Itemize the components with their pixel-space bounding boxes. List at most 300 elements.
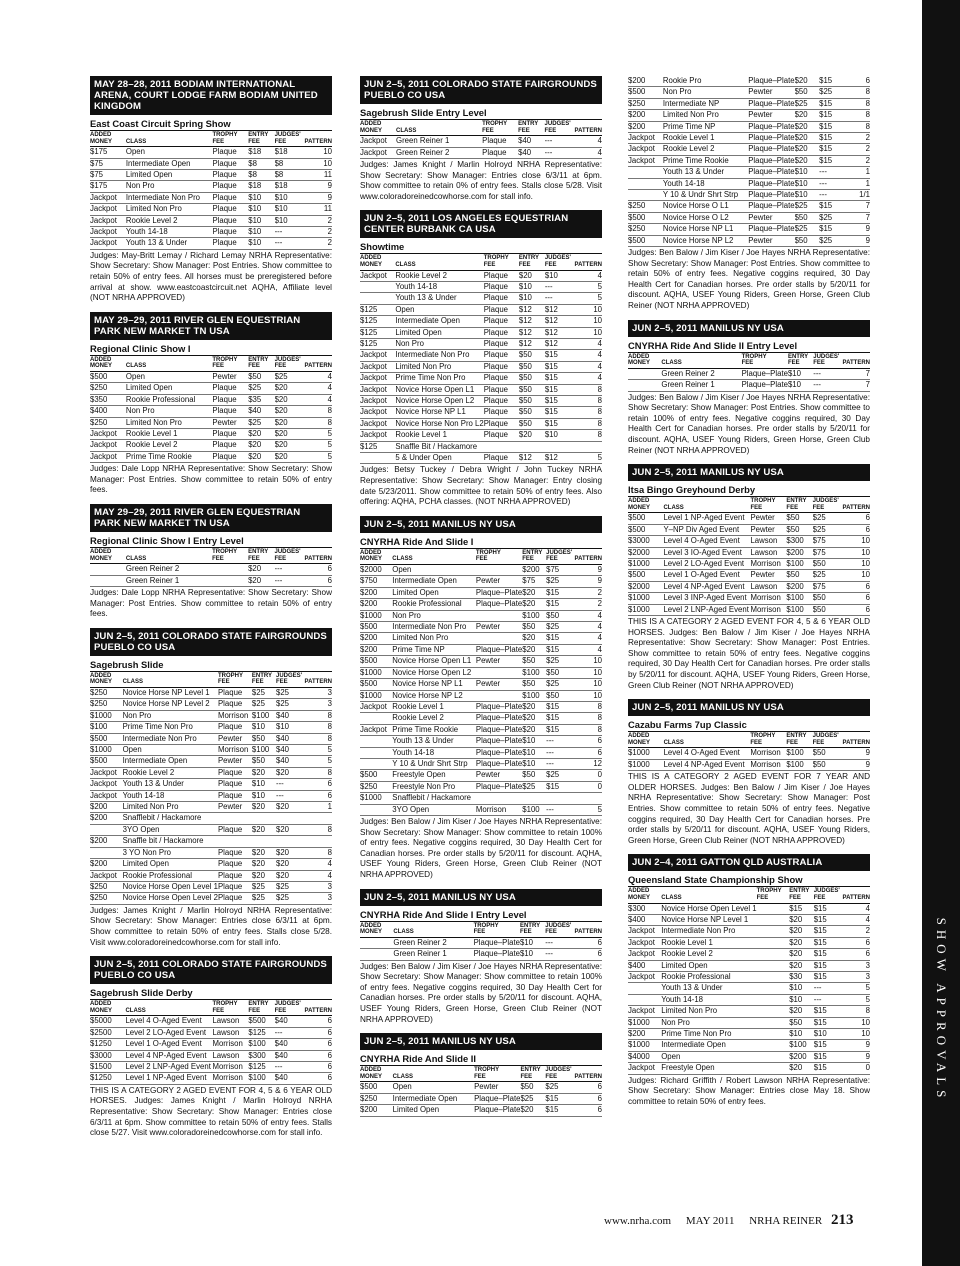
judges-fee-cell: $15 — [814, 903, 840, 914]
added-money-cell: $1000 — [360, 667, 392, 678]
pattern-header — [571, 254, 602, 270]
table-row — [90, 722, 332, 733]
added-money-header-line-2: MONEY — [360, 261, 383, 268]
class-title: Showtime — [360, 241, 602, 254]
pattern-cell: 3 — [302, 699, 332, 710]
entry-fee-cell: $10 — [519, 293, 545, 304]
added-money-cell: $75 — [90, 170, 126, 181]
class-name-cell: Limited Non Pro — [663, 110, 748, 121]
table-row — [628, 155, 870, 166]
table-header-row — [628, 887, 870, 903]
class-title: CNYRHA Ride And Slide I Entry Level — [360, 909, 602, 922]
entry-fee-cell: $25 — [795, 98, 820, 109]
trophy-fee-cell — [218, 813, 252, 824]
trophy-fee-cell: Plaque — [484, 361, 519, 372]
table-row — [628, 513, 870, 524]
added-money-header — [90, 131, 126, 147]
pattern-cell: 6 — [839, 604, 870, 615]
entry-fee-cell: $20 — [520, 1105, 545, 1116]
class-name-cell: Snafflebit / Hackamore — [392, 793, 476, 804]
judges-fee-header-line-1: JUDGES' — [813, 353, 840, 360]
judges-fee-cell: $10 — [275, 215, 301, 226]
pattern-header-line-1: PATTERN — [304, 1007, 332, 1014]
class-name-cell: Intermediate Non Pro — [395, 350, 483, 361]
trophy-fee-cell: Morrison — [750, 759, 786, 770]
table-body — [90, 1016, 332, 1084]
entry-fee-cell: $10 — [252, 722, 276, 733]
class-name-cell: Limited Open — [393, 1105, 474, 1116]
class-name-cell: Limited Open — [126, 383, 212, 394]
entry-fee-cell — [252, 813, 276, 824]
entry-fee-cell: $10 — [795, 167, 820, 178]
class-name-cell: Green Reiner 2 — [396, 147, 482, 158]
added-money-cell: $1000 — [90, 710, 123, 721]
added-money-cell: $1000 — [628, 559, 663, 570]
pattern-header-line-1: PATTERN — [574, 1073, 602, 1080]
trophy-fee-header — [212, 356, 248, 372]
judges-fee-cell: $50 — [813, 748, 839, 759]
judges-fee-cell: $25 — [813, 524, 839, 535]
trophy-fee-cell: Pewter — [476, 622, 522, 633]
entry-fee-cell: $500 — [248, 1016, 274, 1027]
entry-fee-cell: $100 — [522, 690, 546, 701]
judges-fee-cell: $20 — [276, 824, 302, 835]
trophy-fee-cell: Pewter — [748, 235, 794, 246]
added-money-header-line-1: ADDED — [360, 549, 382, 556]
table-row — [360, 396, 602, 407]
judges-fee-cell: --- — [546, 804, 572, 815]
judges-fee-cell: $15 — [819, 121, 842, 132]
added-money-cell: Jackpot — [628, 926, 661, 937]
table-row — [90, 1061, 332, 1072]
entry-fee-cell: $100 — [786, 559, 812, 570]
class-block — [360, 107, 602, 202]
added-money-cell: Jackpot — [628, 949, 661, 960]
entry-fee-header — [518, 120, 544, 136]
added-money-cell: $1000 — [628, 1017, 661, 1028]
entry-fee-cell: $50 — [519, 361, 545, 372]
trophy-fee-cell: Pewter — [218, 733, 252, 744]
pattern-cell: 4 — [571, 270, 602, 281]
judges-fee-cell: $40 — [275, 1039, 301, 1050]
entry-fee-header-line-1: ENTRY — [248, 356, 269, 363]
table-row — [90, 802, 332, 813]
judges-fee-cell: --- — [814, 994, 840, 1005]
event-header: MAY 29–29, 2011 RIVER GLEN EQUESTRIAN PARK NEW MARKET TN USA — [90, 504, 332, 532]
class-name-cell: Youth 14-18 — [395, 281, 483, 292]
entry-fee-cell: $10 — [789, 983, 814, 994]
added-money-cell — [628, 983, 661, 994]
entry-fee-header — [248, 356, 274, 372]
judges-fee-header-line-1: JUDGES' — [813, 888, 840, 895]
trophy-fee-header-line-1: TROPHY — [212, 1001, 238, 1008]
class-name-cell: Level 3 INP-Aged Event — [663, 593, 750, 604]
entry-fee-header — [248, 548, 274, 564]
table-header-row — [360, 922, 602, 938]
entry-fee-cell: $10 — [522, 747, 546, 758]
class-name-cell: Non Pro — [663, 87, 748, 98]
added-money-cell — [90, 847, 123, 858]
judges-fee-cell: --- — [276, 790, 302, 801]
judges-fee-cell: $12 — [545, 316, 571, 327]
judges-fee-cell: $25 — [276, 893, 302, 904]
judges-fee-header — [545, 254, 571, 270]
event-listing — [628, 699, 870, 846]
trophy-fee-cell: Plaque — [218, 767, 252, 778]
entry-fee-cell: $18 — [248, 181, 274, 192]
pattern-cell: 8 — [302, 710, 332, 721]
judges-fee-header-line-2: FEE — [544, 261, 557, 268]
pattern-cell: 2 — [842, 144, 870, 155]
added-money-cell: $3000 — [628, 536, 663, 547]
class-name-cell: Prime Time Non Pro — [395, 373, 483, 384]
added-money-cell: $200 — [90, 813, 123, 824]
trophy-fee-cell: Plaque–Plate — [475, 701, 523, 711]
pattern-cell: 2 — [301, 227, 332, 238]
judges-fee-cell: $20 — [275, 383, 301, 394]
class-name-cell: Youth 13 & Under — [395, 293, 483, 304]
entry-fee-header — [522, 549, 546, 565]
trophy-fee-header-line-2: FEE — [756, 894, 769, 901]
pattern-cell: 2 — [572, 587, 602, 598]
event-listing — [90, 312, 332, 496]
pattern-cell: 4 — [301, 372, 332, 383]
pattern-cell: 10 — [839, 570, 870, 581]
table-row — [90, 575, 332, 586]
entry-fee-cell: $20 — [522, 644, 546, 655]
class-name-cell: Rookie Level 1 — [392, 701, 476, 712]
entry-fee-cell: $12 — [519, 304, 545, 315]
table-row — [360, 622, 602, 633]
judges-fee-cell: --- — [275, 1061, 301, 1072]
judges-fee-cell: --- — [275, 1027, 301, 1038]
pattern-cell: 6 — [839, 524, 870, 535]
entry-fee-cell: $100 — [522, 610, 546, 621]
added-money-cell: $250 — [90, 893, 123, 904]
class-name-cell: Level 4 O-Aged Event — [664, 748, 751, 759]
judges-fee-cell: $20 — [275, 394, 301, 405]
added-money-cell: Jackpot — [360, 350, 395, 361]
pattern-cell: 8 — [571, 384, 602, 395]
class-block — [90, 987, 332, 1139]
event-header: JUN 2–5, 2011 LOS ANGELES EQUESTRIAN CENTER BURBANK CA USA — [360, 210, 602, 238]
judges-fee-cell: $25 — [545, 1082, 571, 1093]
judges-fee-cell: $50 — [546, 610, 572, 621]
trophy-fee-cell: Plaque — [218, 779, 252, 790]
pattern-cell: 10 — [301, 158, 332, 169]
judges-fee-header-line-2: FEE — [812, 739, 825, 746]
added-money-cell — [360, 713, 392, 724]
table-row — [360, 316, 602, 327]
judges-fee-cell: $18 — [275, 147, 301, 158]
trophy-fee-cell: Plaque — [484, 316, 519, 327]
judges-fee-cell: $20 — [275, 429, 301, 440]
class-name-cell: Rookie Level 2 — [395, 270, 483, 281]
table-row — [90, 429, 332, 440]
class-name-cell: Limited Open — [392, 587, 476, 598]
judges-fee-cell: $15 — [819, 133, 842, 144]
class-name-cell: Youth 14-18 — [123, 790, 218, 801]
pattern-cell: 6 — [839, 593, 870, 604]
event-notes: Judges: Richard Griffith / Robert Lawson NRHA Representative: Show Secretary: Show Manager: Entries close May 18. Show committee to retain 50% of entry fees. — [628, 1075, 870, 1106]
event-listing — [628, 854, 870, 1107]
judges-fee-cell: --- — [546, 747, 572, 758]
entry-fee-header — [252, 672, 276, 688]
added-money-cell: $500 — [360, 656, 392, 667]
added-money-cell: Jackpot — [90, 227, 126, 238]
table-row — [360, 1093, 602, 1104]
added-money-cell: $200 — [360, 633, 392, 644]
entry-fee-cell: $10 — [248, 227, 274, 238]
added-money-cell: $1250 — [90, 1073, 125, 1084]
class-name-cell: Open — [392, 565, 476, 576]
table-row — [90, 158, 332, 169]
table-row — [360, 770, 602, 781]
trophy-fee-cell: Plaque — [484, 339, 519, 350]
entry-fee-cell: $25 — [252, 688, 276, 699]
table-header-row — [90, 1000, 332, 1016]
table-row — [90, 238, 332, 249]
judges-fee-cell — [545, 441, 571, 452]
event-header: JUN 2–5, 2011 COLORADO STATE FAIRGROUNDS PUEBLO CO USA — [90, 956, 332, 984]
entry-fee-header — [786, 497, 812, 513]
pattern-header — [302, 672, 332, 688]
added-money-cell: $500 — [628, 513, 663, 524]
table-row — [628, 201, 870, 212]
class-name-cell: Intermediate Non Pro — [126, 192, 213, 203]
table-row — [360, 610, 602, 621]
entry-fee-cell: $10 — [248, 215, 274, 226]
entry-fee-cell: $20 — [252, 802, 276, 813]
table-row — [90, 745, 332, 756]
trophy-fee-cell: Plaque–Plate — [748, 98, 795, 108]
entry-fee-cell: $10 — [522, 758, 546, 769]
pattern-cell: 4 — [302, 870, 332, 881]
added-money-cell — [628, 178, 663, 189]
entry-fee-cell: $12 — [519, 327, 545, 338]
trophy-fee-header-line-1: TROPHY — [473, 922, 499, 929]
pattern-cell: 8 — [302, 767, 332, 778]
class-name-cell: Novice Horse NP Level 1 — [661, 914, 756, 925]
judges-fee-cell: --- — [546, 736, 572, 747]
pattern-cell: 2 — [840, 926, 870, 937]
pattern-cell: 4 — [572, 633, 602, 644]
judges-fee-cell: $25 — [819, 212, 842, 223]
table-body — [628, 903, 870, 1074]
judges-fee-cell: $40 — [276, 756, 302, 767]
event-notes: Judges: May-Britt Lemay / Richard Lemay NRHA Representative: Show Secretary: Show Manager: Post Entries. Show committee to retain 50% of entry fees. All horses must be preregistered before arrival at show. www.eastcoastcircuit.net AQHA, Affiliate level (NOT NRHA APPROVED) — [90, 250, 332, 303]
judges-fee-header — [276, 672, 302, 688]
trophy-fee-cell: Plaque — [484, 453, 519, 464]
class-name-cell: Level 4 O-Aged Event — [125, 1016, 212, 1027]
class-header-line-1: CLASS — [125, 363, 147, 370]
added-money-cell — [360, 949, 393, 960]
pattern-cell: 5 — [571, 453, 602, 464]
class-name-cell: Youth 14-18 — [392, 747, 476, 758]
class-name-cell: Youth 13 & Under — [661, 983, 756, 994]
pattern-cell: 3 — [302, 893, 332, 904]
entry-fee-cell: $25 — [248, 383, 274, 394]
entry-fee-cell: $20 — [789, 926, 814, 937]
class-name-cell: Youth 13 & Under — [126, 238, 213, 249]
class-name-cell: Rookie Level 2 — [663, 144, 748, 155]
added-money-cell: $3000 — [90, 1050, 125, 1061]
pattern-cell: 8 — [842, 87, 870, 98]
judges-fee-cell: $25 — [276, 881, 302, 892]
class-name-cell: Level 1 O-Aged Event — [125, 1039, 212, 1050]
judges-fee-cell: --- — [819, 190, 842, 201]
trophy-fee-cell: Plaque — [218, 859, 252, 870]
added-money-cell: $300 — [628, 903, 661, 914]
class-table — [360, 120, 602, 159]
judges-fee-cell: --- — [814, 983, 840, 994]
pattern-cell: 4 — [572, 610, 602, 621]
added-money-cell: $75 — [90, 158, 126, 169]
table-row — [360, 327, 602, 338]
pattern-cell: 5 — [301, 451, 332, 462]
table-row — [628, 570, 870, 581]
added-money-cell: $2500 — [90, 1027, 125, 1038]
pattern-cell — [571, 441, 602, 452]
judges-fee-cell: $50 — [546, 690, 572, 701]
table-row — [628, 1063, 870, 1074]
entry-fee-cell: $25 — [252, 881, 276, 892]
class-name-cell: Level 2 LO-Aged Event — [125, 1027, 212, 1038]
added-money-cell: $350 — [90, 394, 126, 405]
entry-fee-cell: $10 — [519, 281, 545, 292]
trophy-fee-header-line-1: TROPHY — [482, 121, 508, 127]
table-header — [90, 672, 332, 688]
event-header: JUN 2–5, 2011 COLORADO STATE FAIRGROUNDS PUEBLO CO USA — [90, 628, 332, 656]
class-header — [396, 120, 482, 136]
entry-fee-cell: $50 — [795, 235, 820, 246]
entry-fee-cell: $20 — [789, 1006, 814, 1017]
entry-fee-cell: $20 — [522, 587, 546, 598]
class-name-cell: Open — [395, 304, 483, 315]
added-money-cell: Jackpot — [360, 418, 395, 429]
event-header: MAY 29–29, 2011 RIVER GLEN EQUESTRIAN PARK NEW MARKET TN USA — [90, 312, 332, 340]
added-money-cell: Jackpot — [628, 133, 663, 144]
judges-fee-cell: $8 — [275, 158, 301, 169]
class-name-cell: Novice Horse NP Level 2 — [123, 699, 218, 710]
class-table — [90, 548, 332, 587]
class-block — [628, 76, 870, 312]
class-name-cell: Rookie Pro — [663, 76, 748, 87]
judges-fee-cell: $15 — [814, 926, 840, 937]
trophy-fee-header-line-1: TROPHY — [212, 132, 238, 138]
entry-fee-header-line-2: FEE — [519, 929, 532, 936]
pattern-cell: 4 — [840, 903, 870, 914]
table-body — [628, 748, 870, 771]
class-name-cell: Novice Horse Open L2 — [392, 667, 476, 678]
added-money-cell: $500 — [628, 570, 663, 581]
table-row — [628, 144, 870, 155]
judges-fee-cell: --- — [545, 293, 571, 304]
judges-fee-cell: $15 — [546, 713, 572, 724]
added-money-cell: $750 — [360, 576, 392, 587]
added-money-header-line-2: MONEY — [90, 555, 113, 562]
table-body — [360, 270, 602, 464]
table-row — [628, 212, 870, 223]
class-name-cell: Open — [393, 1082, 474, 1093]
pattern-header — [839, 353, 870, 369]
entry-fee-cell: $35 — [248, 394, 274, 405]
trophy-fee-cell: Plaque — [218, 790, 252, 801]
trophy-fee-cell: Pewter — [212, 417, 248, 428]
class-name-cell: Prime Time Non Pro — [123, 722, 218, 733]
trophy-fee-header — [476, 549, 522, 565]
judges-fee-cell: $15 — [814, 1006, 840, 1017]
trophy-fee-header — [750, 732, 786, 748]
table-row — [628, 1006, 870, 1017]
judges-fee-cell: $25 — [275, 372, 301, 383]
table-header-row — [360, 120, 602, 136]
added-money-cell — [360, 804, 392, 815]
judges-fee-cell: $15 — [814, 972, 840, 983]
trophy-fee-cell: Plaque — [484, 270, 519, 281]
entry-fee-cell: $50 — [522, 770, 546, 781]
class-title: CNYRHA Ride And Slide I — [360, 536, 602, 549]
table-header-row — [628, 732, 870, 748]
class-name-cell: Rookie Level 1 — [126, 429, 212, 440]
entry-fee-cell: $10 — [520, 949, 545, 960]
trophy-fee-cell — [484, 441, 519, 452]
trophy-fee-cell: Plaque — [212, 406, 248, 417]
added-money-cell: $125 — [360, 304, 395, 315]
added-money-header-line-1: ADDED — [628, 353, 650, 360]
pattern-header — [572, 549, 602, 565]
footer-magazine: NRHA REINER — [749, 1215, 823, 1227]
judges-fee-cell: $15 — [546, 644, 572, 655]
trophy-fee-header-line-2: FEE — [474, 1073, 486, 1080]
pattern-cell: 1/1 — [842, 190, 870, 201]
class-name-cell: Prime Time Non Pro — [661, 1029, 756, 1040]
added-money-cell: $200 — [628, 121, 663, 132]
class-name-cell: Intermediate Non Pro — [123, 733, 218, 744]
footer-url[interactable]: www.nrha.com — [604, 1215, 672, 1227]
trophy-fee-cell: Plaque–Plate — [748, 178, 795, 188]
pattern-cell: 6 — [301, 1050, 332, 1061]
table-row — [360, 270, 602, 281]
column-1 — [90, 76, 332, 1147]
judges-fee-cell: $40 — [276, 745, 302, 756]
event-header: JUN 2–5, 2011 COLORADO STATE FAIRGROUNDS PUEBLO CO USA — [360, 76, 602, 104]
added-money-cell: Jackpot — [90, 451, 126, 462]
trophy-fee-cell: Pewter — [748, 212, 794, 223]
pattern-cell: 6 — [839, 513, 870, 524]
pattern-header-line-1: PATTERN — [574, 929, 602, 936]
table-row — [360, 781, 602, 792]
trophy-fee-cell: Morrison — [750, 559, 786, 570]
table-row — [628, 167, 870, 178]
added-money-header — [628, 353, 661, 369]
judges-fee-cell: --- — [545, 147, 571, 158]
entry-fee-cell: $12 — [519, 339, 545, 350]
pattern-header — [572, 1066, 602, 1082]
trophy-fee-cell: Plaque — [218, 722, 252, 733]
class-name-cell: Snaffle bit / Hackamore — [123, 836, 218, 847]
added-money-header-line-1: ADDED — [360, 121, 382, 127]
table-body — [360, 937, 602, 960]
entry-fee-header-line-1: ENTRY — [248, 1001, 269, 1008]
class-name-cell: Intermediate Open — [661, 1040, 756, 1051]
entry-fee-cell: $20 — [248, 575, 274, 586]
class-name-cell: Youth 13 & Under — [392, 736, 476, 747]
class-name-cell: Level 2 LO-Aged Event — [663, 559, 750, 570]
added-money-header — [90, 548, 126, 564]
entry-fee-cell: $20 — [795, 121, 820, 132]
trophy-fee-cell: Plaque — [484, 418, 519, 429]
